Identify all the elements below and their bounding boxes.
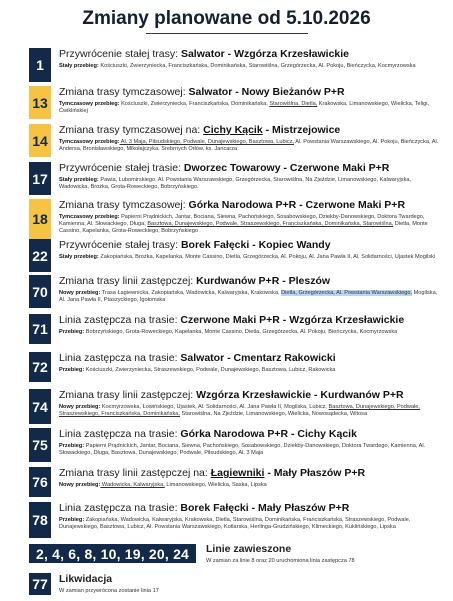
route-info [59, 124, 439, 153]
route-streets: Kościuszki, Zwierzyniecka, Franciszkańska, Dominikańska, Starowiślna, Grzegórzecka, Al. Pokoju, Bieńczycka, Kocmyrzowska [98, 63, 416, 69]
route-row-1 [29, 48, 439, 82]
route-change-type: Zmiana trasy linii zastępczej: [59, 389, 197, 401]
line-badge-1: 1 [29, 48, 51, 82]
route-description [59, 254, 439, 261]
route-heading [59, 48, 439, 61]
route-description [59, 517, 439, 531]
route-description [59, 482, 439, 489]
route-heading [59, 124, 439, 137]
route-streets: Kościuszki, Zwierzyniecka, Straszewskiego, Podwale, Dunajewskiego, Basztowa, Lubicz, Rakowicka [84, 367, 336, 373]
route-termini: Borek Fałęcki - Kopiec Wandy [180, 239, 331, 251]
route-termini: - Mistrzejowice [262, 124, 341, 136]
route-termini: Czerwone Maki P+R - Wzgórza Krzesławickie [180, 314, 405, 326]
route-changed-terminus: Łagiewniki [210, 467, 265, 479]
route-info [59, 467, 439, 489]
route-heading [59, 314, 439, 327]
route-changed-streets: Starowiślna, Dietla, [269, 101, 318, 107]
route-changed-streets: Basztowa, Dunajewskiego, Podwale, Straszewskiego, Franciszkańska, Dominikańska, Starowiślna, [147, 221, 394, 227]
liquidation-description: W zamian przywrócona zostanie linia 17 [59, 588, 159, 594]
suspended-lines-badge: 2, 4, 6, 8, 10, 19, 20, 24 [29, 544, 196, 563]
route-heading [59, 502, 439, 515]
route-termini: Górka Narodowa P+R - Cichy Kącik [180, 428, 357, 440]
route-streets: Kocmyrzowska, Łowińskiego, Ujastek, Al. Solidarności, Al. Jana Pawła II, Mogilska, Lubicz, [100, 404, 329, 410]
route-heading [59, 352, 439, 365]
route-changed-streets: Al. 3 Maja, Piłsudskiego, Podwale, Dunajewskiego, Basztowa, Lubicz, [119, 139, 294, 145]
line-badge-17: 17 [29, 162, 51, 195]
title-underline [146, 33, 308, 34]
route-streets: Zakopiańska, Wadowicka, Kalwaryjska, Krakowska, Dietla, Starowiślna, Dominikańska, Franciszkańska, Straszewskiego, Podwale, Dunajewskiego, Basztowa, Lubicz, Al. Powstania Warszawskiego, Kotlarska, Herlinga-Grudzińskiego, Klimeckiego, Kuklińskiego, Lipska [59, 517, 411, 530]
line-badge-13: 13 [29, 86, 51, 119]
route-description-label: Nowy przebieg: [59, 404, 101, 410]
route-streets: Dietla, Monte Cassino, Kapelanka, Grota-Roweckiego, Bobrzyńskiego [59, 221, 428, 234]
line-badge-22: 22 [29, 239, 51, 272]
route-streets: Limanowskiego, Wielicka, Saska, Lipska [164, 482, 267, 488]
route-termini: Kurdwanów P+R - Pleszów [196, 275, 331, 287]
route-streets: Zakopiańska, Brożka, Kapelanka, Monte Cassino, Dietla, Grzegórzecka, Al. Pokoju, Al. Jana Pawła II, Al. Solidarności, Ujastek Mogilski [98, 254, 436, 260]
route-description [59, 139, 439, 153]
route-changed-streets: Basztowa, Dunajewskiego, Podwale, Straszewskiego, Franciszkańska, Dominikańska, [59, 404, 420, 417]
route-info [59, 502, 439, 531]
route-heading [59, 428, 439, 441]
line-badge-74: 74 [29, 389, 51, 424]
line-badge-72: 72 [29, 352, 51, 382]
route-description [59, 290, 439, 304]
route-heading [59, 199, 439, 212]
route-change-type: Linia zastępcza na trasie: [59, 314, 181, 326]
route-row-74 [29, 389, 439, 424]
route-description-label: Przebieg: [59, 443, 85, 449]
route-termini: Górka Narodowa P+R - Czerwone Maki P+R [188, 199, 406, 211]
route-row-70 [29, 275, 439, 308]
route-row-17 [29, 162, 439, 195]
route-description [59, 443, 439, 457]
route-description [59, 367, 439, 374]
route-info [59, 314, 439, 336]
route-heading [59, 275, 439, 288]
liquidation-heading: Likwidacja [59, 573, 113, 585]
route-info [59, 199, 439, 235]
route-change-type: Zmiana trasy linii zastępczej: [59, 275, 197, 287]
line-badge-76: 76 [29, 467, 51, 497]
route-change-type: Zmiana trasy tymczasowej: [59, 199, 189, 211]
route-description [59, 214, 439, 235]
route-highlighted-streets: Dietla, Grzegórzecka, Al. Powstania Warszawskiego, [281, 290, 413, 296]
route-termini: Borek Fałęcki - Mały Płaszów P+R [180, 502, 350, 514]
route-streets: Krakowska, Limanowskiego, Wielicka, Teligi, Ćwiklińskiej [59, 101, 430, 114]
route-row-18 [29, 199, 439, 239]
route-description-label: Tymczasowy przebieg: [59, 101, 120, 107]
route-streets: Trasa Łagiewnicka, Zakopiańska, Wadowicka, Kalwaryjska, Krakowska, [100, 290, 282, 296]
route-change-type: Przywrócenie stałej trasy: [59, 239, 181, 251]
route-description [59, 329, 439, 336]
route-row-71 [29, 314, 439, 344]
line-badge-14: 14 [29, 124, 51, 157]
route-row-22 [29, 239, 439, 272]
route-description-label: Tymczasowy przebieg: [59, 139, 120, 145]
route-termini: Wzgórza Krzesławickie - Kurdwanów P+R [196, 389, 404, 401]
route-heading [59, 389, 439, 402]
route-row-14 [29, 124, 439, 157]
route-info [59, 428, 439, 457]
route-termini: - Mały Płaszów P+R [264, 467, 366, 479]
line-badge-77: 77 [29, 573, 51, 595]
route-description-label: Tymczasowy przebieg: [59, 214, 120, 220]
route-description [59, 63, 439, 70]
route-description-label: Przebieg: [59, 329, 85, 335]
line-badge-71: 71 [29, 314, 51, 344]
route-row-76 [29, 467, 439, 497]
route-info [59, 86, 439, 115]
route-info [59, 162, 439, 191]
route-streets: Papierni Prądnickich, Jantar, Bociana, Siewna, Pachońskiego, Sosabowskiego, Dziekby-Danowskiego, Doktora Twardego, Kamienna, Al. Słowackiego, Długa, [59, 214, 425, 227]
route-termini: Salwator - Wzgórza Krzesławickie [180, 48, 350, 60]
route-termini: Dworzec Towarowy - Czerwone Maki P+R [183, 162, 390, 174]
route-change-type: Linia zastępcza na trasie: [59, 502, 181, 514]
route-changed-streets: Wadowicka, Kalwaryjska, [100, 482, 165, 488]
route-info [59, 352, 439, 374]
route-description-label: Nowy przebieg: [59, 482, 101, 488]
page-title: Zmiany planowane od 5.10.2026 [82, 8, 371, 29]
route-change-type: Przywrócenie stałej trasy: [59, 48, 181, 60]
route-info [59, 48, 439, 70]
route-description [59, 404, 439, 418]
route-description-label: Stały przebieg: [59, 63, 99, 69]
route-heading [59, 162, 439, 175]
route-termini: Salwator - Nowy Bieżanów P+R [188, 86, 345, 98]
route-description-label: Przebieg: [59, 517, 85, 523]
route-streets: Pawia, Lubomirskiego, Al. Powstania Warszawskiego, Grzegórzecka, Starowiślna, Na Zjeździe, Limanowskiego, Kalwaryjska, Wadowicka, Brożka, Grota-Roweckiego, Bobrzyńskiego. [59, 177, 412, 190]
line-badge-78: 78 [29, 502, 51, 538]
route-heading [59, 239, 439, 252]
route-streets: Bobrzyńskiego, Grota-Roweckiego, Kapelanka, Monte Cassino, Dietla, Grzegórzecka, Al. Pokoju, Bieńczycka, Kocmyrzowska [84, 329, 398, 335]
route-change-type: Zmiana trasy linii zastępczej na: [59, 467, 211, 479]
route-description [59, 101, 439, 115]
suspended-lines-description: W zamian za linie 8 oraz 20 uruchomiona linia zastępcza 78 [206, 558, 355, 564]
route-description-label: Nowy przebieg: [59, 290, 101, 296]
line-badge-18: 18 [29, 199, 51, 239]
route-heading [59, 86, 439, 99]
route-change-type: Przywrócenie stałej trasie: [59, 162, 184, 174]
route-description-label: Przebieg: [59, 367, 85, 373]
suspended-lines-info [206, 543, 355, 564]
liquidation-row [29, 573, 439, 595]
line-badge-75: 75 [29, 428, 51, 462]
route-streets: Al. Powstania Warszawskiego, Al. Pokoju, Bieńczycka, Al. Andersa, Bronisławskiego, Mikołajczyka, Srebrnych Orłów, ks. Jancarza [59, 139, 439, 152]
route-row-78 [29, 502, 439, 538]
line-badge-70: 70 [29, 275, 51, 308]
route-row-13 [29, 86, 439, 119]
route-change-type: Zmiana trasy tymczasowej na: [59, 124, 204, 136]
route-info [59, 389, 439, 418]
route-streets: Kościuszki, Zwierzyniecka, Franciszkańska, Dominikańska, [119, 101, 270, 107]
route-description [59, 177, 439, 191]
route-streets: Mogilska, Al. Jana Pawła II, Ptaszyckiego, Igołomska [59, 290, 438, 303]
route-description-label: Stały przebieg: [59, 254, 99, 260]
route-streets: Starowiślna, Na Zjeździe, Limanowskiego, Wielicka, Nowosądecka, Witosa [179, 411, 368, 417]
route-info [59, 275, 439, 304]
route-heading [59, 467, 439, 480]
route-description-label: Stały przebieg: [59, 177, 99, 183]
route-info [59, 239, 439, 261]
liquidation-info [59, 573, 439, 595]
route-streets: Papierni Prądnickich, Jantar, Bociana, Siewna, Pachońskiego, Sosabowskiego, Dziekby-Danowskiego, Doktora Twardego, Kamienna, Al. Słowackiego, Długa, Basztowa, Dunajewskiego, Podwale, Piłsudskiego, Al. 3 Maja [59, 443, 426, 456]
route-row-75 [29, 428, 439, 462]
route-change-type: Linia zastępcza na trasie: [59, 428, 181, 440]
route-changed-terminus: Cichy Kącik [203, 124, 263, 136]
route-termini: Salwator - Cmentarz Rakowicki [180, 352, 336, 364]
route-change-type: Zmiana trasy tymczasowej: [59, 86, 189, 98]
route-change-type: Linia zastępcza na trasie: [59, 352, 181, 364]
route-row-72 [29, 352, 439, 382]
suspended-lines-heading: Linie zawieszone [206, 543, 292, 555]
